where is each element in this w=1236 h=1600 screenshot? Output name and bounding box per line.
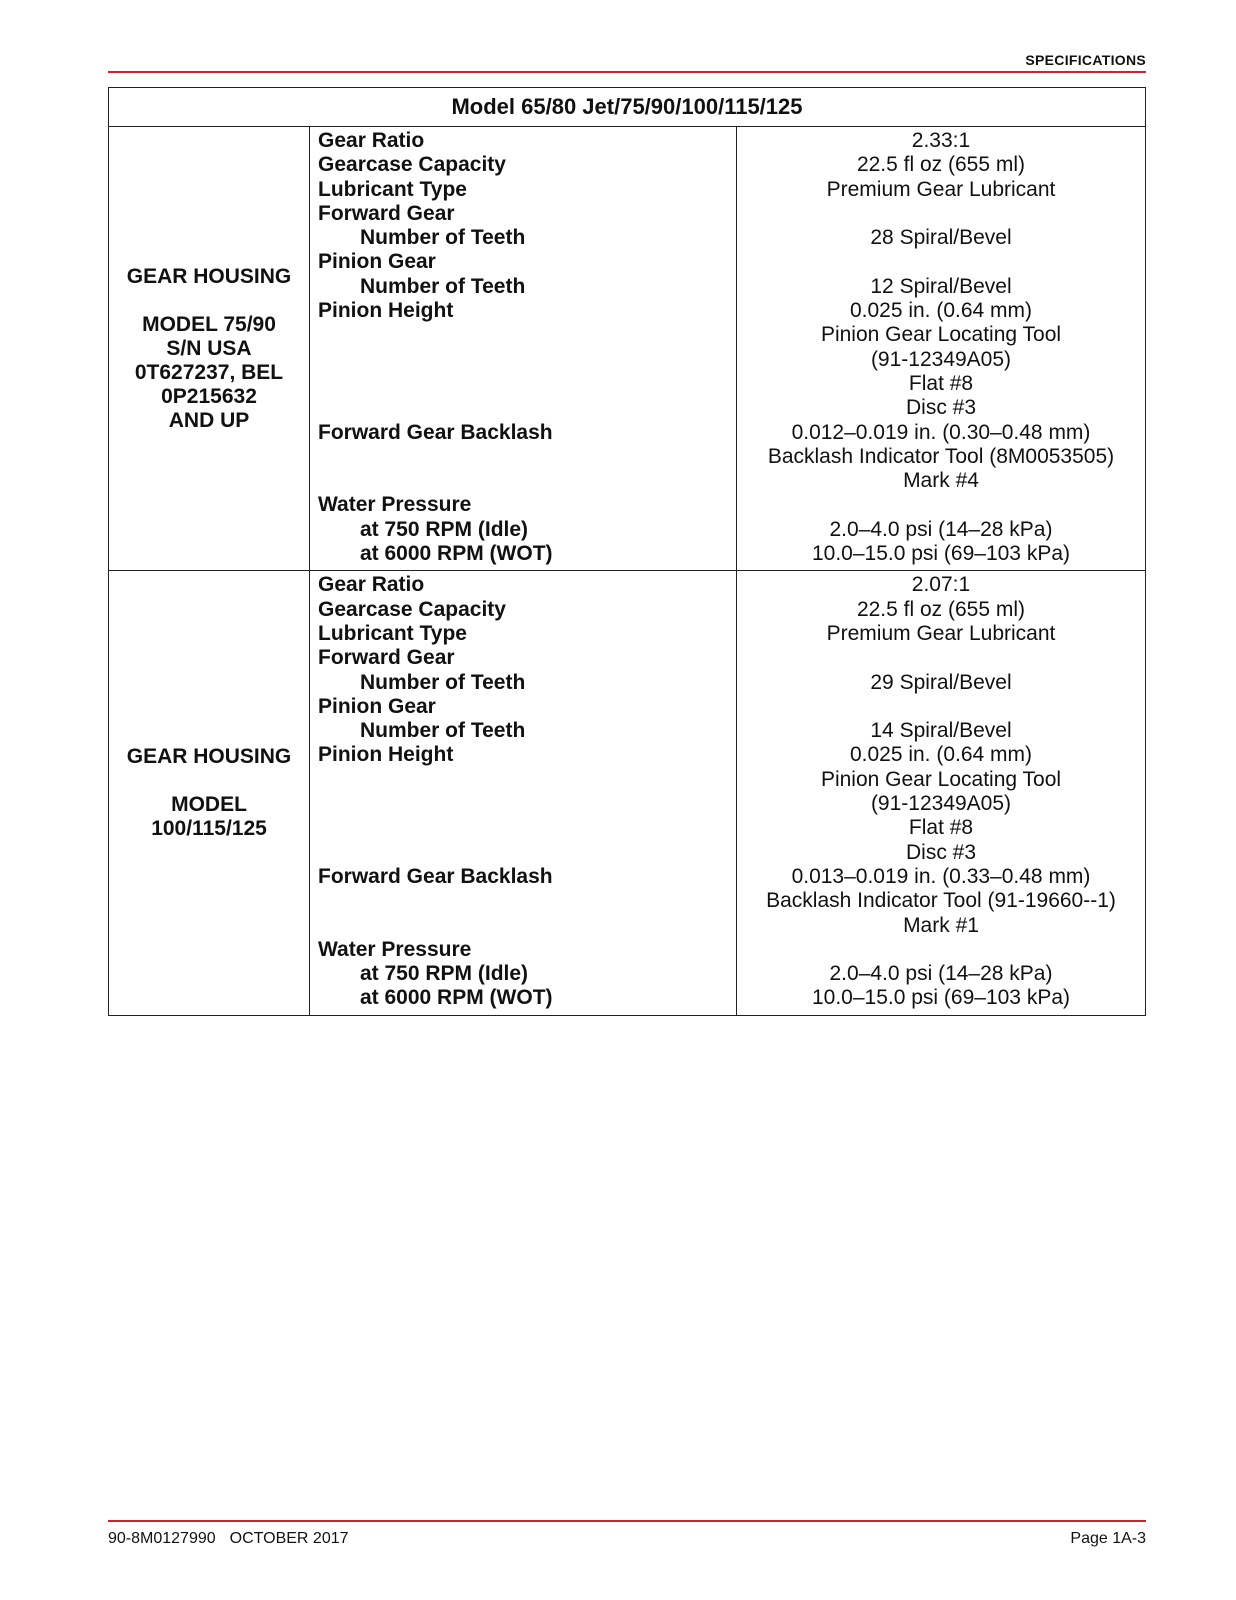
spec-value xyxy=(737,250,1145,274)
footer-doc-number: 90-8M0127990 xyxy=(108,1530,216,1547)
spec-label xyxy=(310,396,736,420)
spec-label xyxy=(310,469,736,493)
footer-page-number: Page 1A-3 xyxy=(1070,1530,1146,1547)
section-heading-line: S/N USA xyxy=(166,336,252,360)
spec-value xyxy=(737,202,1145,226)
footer-doc-info xyxy=(108,1530,349,1548)
section-heading-line: 0T627237, BEL xyxy=(134,360,284,384)
spec-value: 28 Spiral/Bevel xyxy=(870,226,1012,250)
spec-label xyxy=(310,768,736,792)
spec-label xyxy=(310,816,736,840)
spec-label xyxy=(310,841,736,865)
spec-label xyxy=(310,792,736,816)
spec-label xyxy=(310,372,736,396)
spec-label: Forward Gear Backlash xyxy=(318,420,553,444)
spec-label xyxy=(310,445,736,469)
spec-value: Mark #1 xyxy=(903,913,979,937)
header-rule xyxy=(108,71,1146,73)
spec-label: at 6000 RPM (WOT) xyxy=(360,986,553,1010)
spec-value: Disc #3 xyxy=(905,396,977,420)
spec-value: 10.0–15.0 psi (69–103 kPa) xyxy=(811,986,1071,1010)
spec-value: Pinion Gear Locating Tool xyxy=(820,323,1062,347)
spec-label: Pinion Gear xyxy=(318,250,436,274)
spec-label: Forward Gear Backlash xyxy=(318,864,553,888)
spec-value: 0.013–0.019 in. (0.33–0.48 mm) xyxy=(791,864,1091,888)
spec-value: 0.012–0.019 in. (0.30–0.48 mm) xyxy=(791,420,1091,444)
spec-value xyxy=(737,646,1145,670)
section-heading xyxy=(109,571,310,1015)
spec-label: Pinion Gear xyxy=(318,694,436,718)
spec-label: Pinion Height xyxy=(318,743,454,767)
spec-label: at 750 RPM (Idle) xyxy=(360,962,529,986)
section-heading-line: MODEL 75/90 xyxy=(142,312,276,336)
spec-label xyxy=(310,889,736,913)
spec-value: Flat #8 xyxy=(908,371,974,395)
spec-label: Lubricant Type xyxy=(318,621,467,645)
spec-label xyxy=(310,348,736,372)
section-heading-line: MODEL xyxy=(171,793,247,817)
spec-value: Flat #8 xyxy=(908,816,974,840)
section-heading-line xyxy=(113,289,305,313)
spec-label: Gearcase Capacity xyxy=(318,597,506,621)
spec-section-row xyxy=(109,127,1146,571)
spec-label: at 750 RPM (Idle) xyxy=(360,517,529,541)
spec-value: Backlash Indicator Tool (91-19660--1) xyxy=(766,889,1116,913)
section-heading-line: AND UP xyxy=(168,408,250,432)
spec-label: Water Pressure xyxy=(318,493,472,517)
spec-section-row xyxy=(109,571,1146,1015)
spec-value: Mark #4 xyxy=(903,469,979,493)
spec-value: 29 Spiral/Bevel xyxy=(870,670,1012,694)
spec-label: Gear Ratio xyxy=(318,573,425,597)
spec-value: 2.0–4.0 psi (14–28 kPa) xyxy=(829,962,1053,986)
spec-value: 22.5 fl oz (655 ml) xyxy=(856,597,1026,621)
spec-label: Water Pressure xyxy=(318,937,472,961)
section-heading-line: GEAR HOUSING xyxy=(126,745,292,769)
spec-value: 2.33:1 xyxy=(911,129,971,152)
footer-rule xyxy=(108,1520,1146,1522)
table-title: Model 65/80 Jet/75/90/100/115/125 xyxy=(109,88,1146,127)
table-title-row xyxy=(109,88,1146,127)
spec-label: Forward Gear xyxy=(318,646,455,670)
spec-label: at 6000 RPM (WOT) xyxy=(360,542,553,566)
spec-label: Number of Teeth xyxy=(360,274,526,298)
spec-value: Disc #3 xyxy=(905,840,977,864)
spec-label: Gear Ratio xyxy=(318,129,425,152)
spec-label: Lubricant Type xyxy=(318,177,467,201)
spec-value: 22.5 fl oz (655 ml) xyxy=(856,153,1026,177)
spec-label: Number of Teeth xyxy=(360,226,526,250)
section-labels xyxy=(310,571,737,1015)
spec-label: Gearcase Capacity xyxy=(318,153,506,177)
spec-value: 0.025 in. (0.64 mm) xyxy=(849,299,1033,323)
footer-date: OCTOBER 2017 xyxy=(229,1530,349,1547)
section-labels xyxy=(310,127,737,571)
section-heading-line: 100/115/125 xyxy=(151,817,267,841)
spec-value: 10.0–15.0 psi (69–103 kPa) xyxy=(811,542,1071,566)
spec-label xyxy=(310,323,736,347)
spec-value: Premium Gear Lubricant xyxy=(826,621,1056,645)
spec-label: Number of Teeth xyxy=(360,719,526,743)
spec-value: 2.07:1 xyxy=(911,573,971,597)
spec-value: Backlash Indicator Tool (8M0053505) xyxy=(767,444,1115,468)
section-heading xyxy=(109,127,310,571)
section-heading-line: 0P215632 xyxy=(161,384,257,408)
spec-value: Pinion Gear Locating Tool xyxy=(820,767,1062,791)
section-heading-line: GEAR HOUSING xyxy=(126,264,292,288)
spec-value xyxy=(737,493,1145,517)
spec-value xyxy=(737,695,1145,719)
spec-value: (91-12349A05) xyxy=(870,792,1012,816)
section-values xyxy=(737,571,1146,1015)
specifications-table xyxy=(108,87,1146,1016)
spec-value xyxy=(737,938,1145,962)
spec-value: Premium Gear Lubricant xyxy=(826,177,1056,201)
spec-value: 14 Spiral/Bevel xyxy=(870,719,1012,743)
section-heading-line xyxy=(113,769,305,793)
spec-value: (91-12349A05) xyxy=(870,347,1012,371)
spec-label xyxy=(310,914,736,938)
spec-label: Number of Teeth xyxy=(360,670,526,694)
spec-label: Pinion Height xyxy=(318,299,454,323)
page-section-header: SPECIFICATIONS xyxy=(1025,52,1146,68)
section-values xyxy=(737,127,1146,571)
spec-value: 12 Spiral/Bevel xyxy=(870,274,1012,298)
spec-value: 2.0–4.0 psi (14–28 kPa) xyxy=(829,517,1053,541)
spec-label: Forward Gear xyxy=(318,201,455,225)
spec-value: 0.025 in. (0.64 mm) xyxy=(849,743,1033,767)
